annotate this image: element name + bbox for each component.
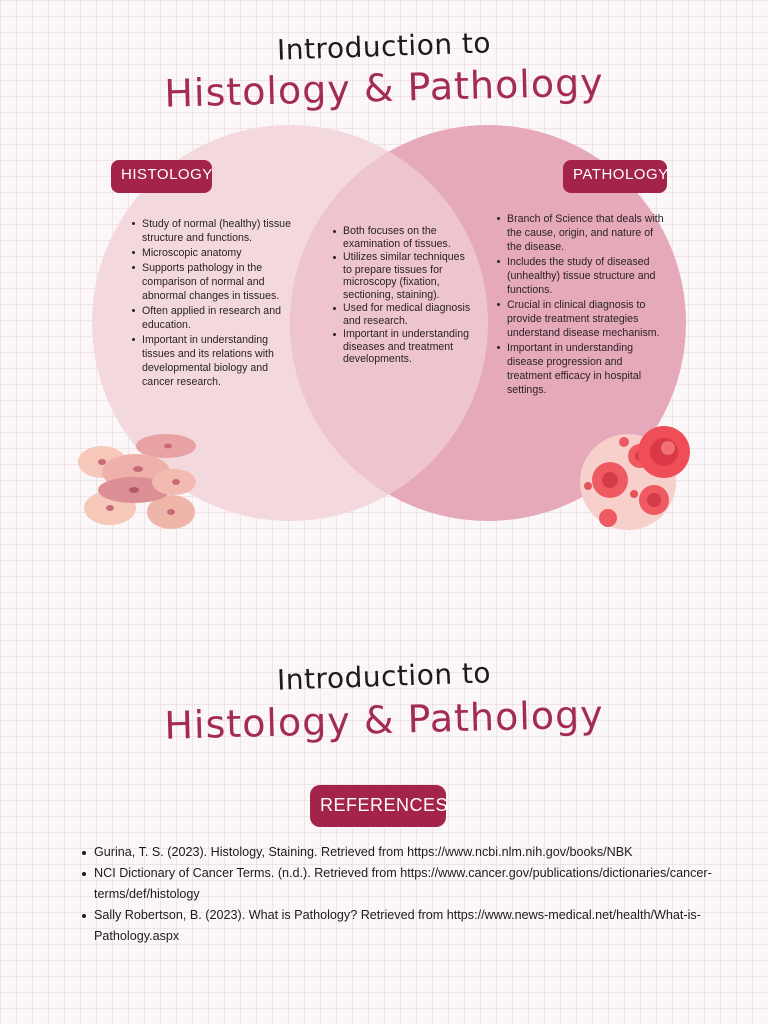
bottom-title-line2: Histology & Pathology [163, 692, 605, 748]
references-label: REFERENCES [310, 785, 446, 827]
list-item: Supports pathology in the comparison of normal and abnormal changes in tissues. [142, 261, 302, 303]
bottom-title-line1: Introduction to [276, 656, 492, 697]
list-item: Both focuses on the examination of tissues. [343, 225, 473, 250]
reference-item: NCI Dictionary of Cancer Terms. (n.d.). Retrieved from https://www.cancer.gov/publications/dictionaries/cancer-terms/def/histology [94, 863, 734, 905]
list-item: Branch of Science that deals with the cause, origin, and nature of the disease. [507, 212, 667, 254]
list-item: Utilizes similar techniques to prepare tissues for microscopy (fixation, sectioning, staining). [343, 251, 473, 301]
overlap-list [329, 225, 473, 367]
top-title-line2: Histology & Pathology [163, 60, 605, 116]
list-item: Used for medical diagnosis and research. [343, 302, 473, 327]
reference-item: Sally Robertson, B. (2023). What is Pathology? Retrieved from https://www.news-medical.net/health/What-is-Pathology.aspx [94, 905, 734, 947]
tissue-cells-icon [76, 432, 200, 532]
pathology-label: PATHOLOGY [563, 160, 667, 193]
list-item: Important in understanding tissues and its relations with developmental biology and cancer research. [142, 333, 302, 389]
references-list [78, 842, 734, 947]
reference-item: Gurina, T. S. (2023). Histology, Staining. Retrieved from https://www.ncbi.nlm.nih.gov/books/NBK [94, 842, 734, 863]
list-item: Study of normal (healthy) tissue structure and functions. [142, 217, 302, 245]
top-title-line1: Introduction to [276, 26, 492, 67]
list-item: Often applied in research and education. [142, 304, 302, 332]
list-item: Important in understanding diseases and treatment developments. [343, 328, 473, 366]
list-item: Important in understanding disease progression and treatment efficacy in hospital settings. [507, 341, 667, 397]
list-item: Crucial in clinical diagnosis to provide treatment strategies understand disease mechanism. [507, 298, 667, 340]
list-item: Includes the study of diseased (unhealthy) tissue structure and functions. [507, 255, 667, 297]
histology-list [128, 217, 302, 390]
blood-cells-icon [578, 424, 690, 536]
histology-label: HISTOLOGY [111, 160, 212, 193]
list-item: Microscopic anatomy [142, 246, 302, 260]
pathology-list [493, 212, 667, 398]
